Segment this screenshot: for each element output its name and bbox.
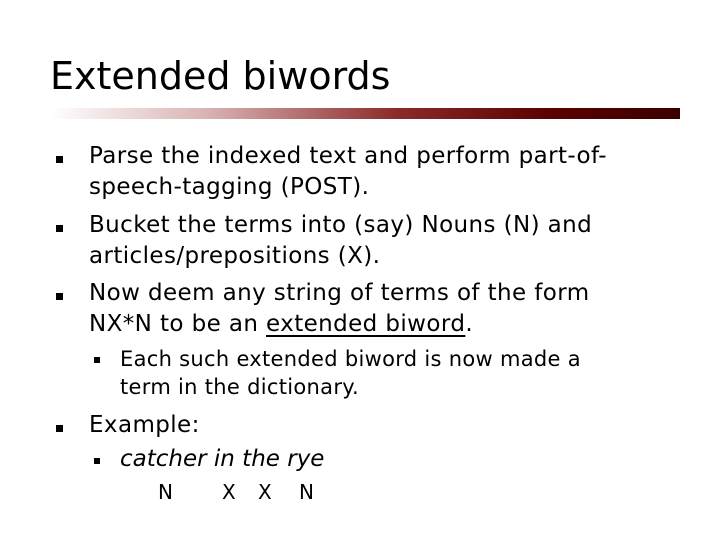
slide-title: Extended biwords (50, 54, 391, 98)
subbullet-marker (94, 357, 100, 363)
subbullet-line-1: Each such extended biword is now made a (120, 347, 581, 371)
bullet-marker (56, 293, 63, 300)
subbullet-marker (94, 458, 100, 464)
bullet-marker (56, 156, 63, 163)
bullet-3-line-2-prefix: NX*N to be an (89, 311, 267, 337)
bullet-3-line-2-suffix: . (465, 311, 474, 337)
bullet-3-line-1: Now deem any string of terms of the form (89, 280, 590, 306)
pos-tag-rye: N (299, 480, 314, 504)
bullet-marker (56, 425, 63, 432)
subbullet-line-2: term in the dictionary. (120, 375, 359, 399)
example-label: Example: (89, 412, 200, 438)
bullet-marker (56, 225, 63, 232)
example-phrase: catcher in the rye (120, 446, 325, 472)
title-divider (50, 108, 680, 119)
bullet-3-line-2 (89, 309, 473, 340)
bullet-2-line-2: articles/prepositions (X). (89, 243, 381, 269)
pos-tag-catcher: N (158, 480, 173, 504)
bullet-1-line-1: Parse the indexed text and perform part-of- (89, 143, 607, 169)
bullet-2-line-1: Bucket the terms into (say) Nouns (N) and (89, 212, 593, 238)
bullet-1-line-2: speech-tagging (POST). (89, 174, 370, 200)
pos-tag-the: X (258, 480, 272, 504)
extended-biword-term: extended biword (266, 311, 466, 337)
pos-tag-in: X (222, 480, 236, 504)
